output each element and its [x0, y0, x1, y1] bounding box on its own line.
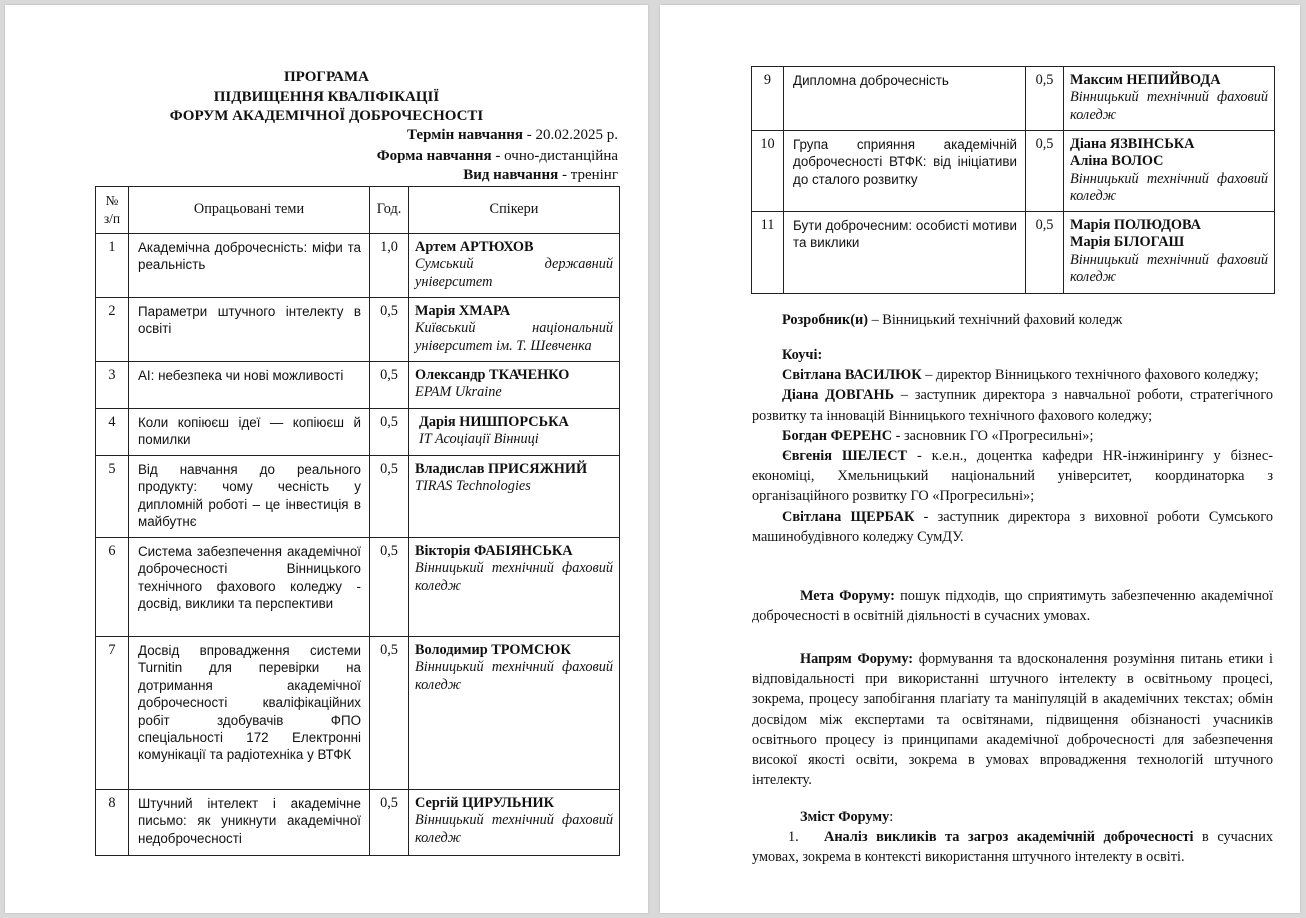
coach-desc: заступник директора з виховної роботи Сумського машинобудівного коледжу СумДУ.: [752, 508, 1273, 545]
speaker-org: Київський національний університет ім. Т. Шевченка: [415, 320, 613, 354]
row-topic: Досвід впровадження системи Turnitin для перевірки на дотримання академічної доброчесності кваліфікаційних робіт здобувачів ФПО спеціальності 172 Електронні комунікації та радіотехніка у ВТФК: [129, 637, 370, 790]
row-hours: 0,5: [370, 362, 409, 409]
row-topic: Параметри штучного інтелекту в освіті: [129, 298, 370, 362]
speaker-org: Сумський державний університет: [415, 256, 613, 290]
row-hours: 1,0: [370, 234, 409, 298]
speaker-name: Владислав ПРИСЯЖНИЙ: [415, 461, 588, 477]
coach-name: Богдан ФЕРЕНС: [782, 427, 893, 444]
row-speakers: [409, 456, 620, 538]
speaker-name: Дарія НИШПОРСЬКА: [419, 414, 569, 430]
speaker-name: Сергій ЦИРУЛЬНИК: [415, 795, 555, 811]
direction-label: Напрям Форуму:: [800, 651, 914, 667]
header-no: № з/п: [96, 187, 129, 234]
speaker-org: Вінницький технічний фаховий коледж: [1070, 251, 1268, 286]
header-topic: Опрацьовані теми: [129, 187, 370, 234]
row-speakers: [409, 538, 620, 637]
content-heading: Зміст Форуму:: [800, 809, 894, 825]
table-row: [96, 456, 620, 538]
meta-type: Вид навчання - тренінг: [463, 167, 618, 183]
row-hours: 0,5: [370, 538, 409, 637]
forum-goal: [752, 586, 1273, 626]
table-row: [752, 212, 1275, 294]
row-hours: 0,5: [370, 456, 409, 538]
coach-name: Світлана ВАСИЛЮК: [782, 367, 922, 384]
row-number: 2: [96, 298, 129, 362]
speaker-name: Діана ЯЗВІНСЬКА: [1070, 136, 1195, 152]
document-page-1: [5, 5, 648, 913]
developer-label: Розробник(и): [782, 312, 868, 328]
row-number: 3: [96, 362, 129, 409]
row-speakers: [409, 298, 620, 362]
coach-item: Євгенія ШЕЛЕСТ - к.е.н., доцентка кафедри HR-інжинірингу у бізнес-економіці, Хмельницький національний університет, координаторка з організаційного розвитку ГО «Прогресильні»;: [752, 448, 1273, 505]
speaker-org: Вінницький технічний фаховий коледж: [1070, 170, 1268, 205]
document-page-2: [660, 5, 1300, 913]
row-number: 1: [96, 234, 129, 298]
coach-desc: директор Вінницького технічного фахового коледжу;: [935, 367, 1259, 384]
speaker-name: Аліна ВОЛОС: [1070, 153, 1164, 170]
row-hours: 0,5: [1026, 67, 1064, 131]
forum-direction: [752, 649, 1273, 790]
row-number: 7: [96, 637, 129, 790]
coaches-heading: Коучі:: [782, 347, 823, 363]
header-speakers: Спікери: [409, 187, 620, 234]
coach-name: Діана ДОВГАНЬ: [782, 387, 895, 404]
table-row: [96, 538, 620, 637]
speaker-org: Вінницький технічний фаховий коледж: [415, 560, 613, 594]
row-number: 6: [96, 538, 129, 637]
speaker-org: IT Асоціації Вінниці: [419, 431, 539, 448]
table-row: [752, 67, 1275, 131]
row-speakers: [409, 637, 620, 790]
meta-form-value: очно-дистанційна: [504, 148, 618, 164]
row-topic: Штучний інтелект і академічне письмо: як уникнути академічної недоброчесності: [129, 790, 370, 856]
content-item-title: Аналіз викликів та загроз академічній доброчесності: [824, 829, 1194, 846]
coach-name: Світлана ЩЕРБАК: [782, 508, 915, 525]
program-table-part-2: [751, 66, 1275, 294]
row-number: 5: [96, 456, 129, 538]
developer-line: Розробник(и) – Вінницький технічний фаховий коледж: [782, 312, 1123, 328]
row-number: 8: [96, 790, 129, 856]
row-topic: Від навчання до реального продукту: чому чесність у дипломній роботі – це інвестиція в майбутнє: [129, 456, 370, 538]
coach-name: Євгенія ШЕЛЕСТ: [782, 448, 908, 465]
row-topic: Дипломна доброчесність: [784, 67, 1026, 131]
speaker-name: Марія БІЛОГАШ: [1070, 234, 1185, 251]
table-row: [96, 298, 620, 362]
row-hours: 0,5: [370, 298, 409, 362]
row-topic: Бути доброчесним: особисті мотиви та виклики: [784, 212, 1026, 294]
speaker-org: Вінницький технічний фаховий коледж: [1070, 89, 1268, 123]
meta-form: Форма навчання - очно-дистанційна: [376, 148, 618, 164]
row-number: 10: [752, 131, 784, 212]
meta-type-value: тренінг: [570, 167, 618, 183]
coach-desc: к.е.н., доцентка кафедри HR-інжинірингу у бізнес-економіці, Хмельницький національний університет, координаторка з організаційного розвитку ГО «Прогресильні»;: [752, 448, 1273, 505]
row-speakers: [409, 362, 620, 409]
coach-desc: засновник ГО «Прогресильні»;: [904, 427, 1094, 444]
row-speakers: [409, 790, 620, 856]
row-topic: Система забезпечення академічної доброчесності Вінницького технічного фахового коледжу - досвід, виклики та перспективи: [129, 538, 370, 637]
meta-term-value: 20.02.2025 р.: [535, 127, 618, 143]
coach-item: Світлана ЩЕРБАК - заступник директора з виховної роботи Сумського машинобудівного коледжу СумДУ.: [752, 508, 1273, 545]
row-hours: 0,5: [370, 409, 409, 456]
speaker-org: EPAM Ukraine: [415, 384, 502, 401]
speaker-name: Марія ПОЛЮДОВА: [1070, 217, 1201, 233]
content-item: [752, 827, 1273, 867]
row-speakers: [409, 409, 620, 456]
meta-term-label: Термін навчання: [406, 127, 523, 143]
meta-term: Термін навчання - 20.02.2025 р.: [406, 127, 618, 143]
table-row: [752, 131, 1275, 212]
row-hours: 0,5: [370, 637, 409, 790]
coach-desc: заступник директора з навчальної роботи, стратегічного розвитку та інновацій Вінницького технічного фахового коледжу;: [752, 387, 1274, 424]
speaker-name: Володимир ТРОМСЮК: [415, 642, 571, 658]
speaker-name: Олександр ТКАЧЕНКО: [415, 367, 570, 383]
coaches-section: [752, 345, 1273, 547]
row-number: 11: [752, 212, 784, 294]
row-speakers: [1064, 212, 1275, 294]
content-item-number: 1.: [788, 829, 799, 846]
content-item-text: в сучасних умовах, зокрема в контексті використання штучного інтелекту в освіті.: [752, 829, 1273, 866]
speaker-org: Вінницький технічний фаховий коледж: [415, 812, 613, 846]
speaker-org: TIRAS Technologies: [415, 478, 531, 495]
row-hours: 0,5: [1026, 212, 1064, 294]
direction-text: формування та вдосконалення розуміння питань етики і відповідальності при використанні штучного інтелекту в освітньому процесі, зокрема, процесу запобігання плагіату та маніпуляцій в академічних текстах; обмін досвідом між експертами та освітянами, підвищення обізнаності учасників освітнього процесу із принципами академічної доброчесності для забезпечення високої якості освіти, зокрема в умовах впровадження технологій штучного інтелекту.: [752, 651, 1273, 789]
table-header-row: [96, 187, 620, 234]
forum-content: [752, 807, 1273, 868]
coach-item: Діана ДОВГАНЬ – заступник директора з навчальної роботи, стратегічного розвитку та інновацій Вінницького технічного фахового коледжу;: [752, 387, 1274, 424]
speaker-name: Вікторія ФАБІЯНСЬКА: [415, 543, 573, 559]
coach-item: Світлана ВАСИЛЮК – директор Вінницького технічного фахового коледжу;: [782, 367, 1259, 384]
row-hours: 0,5: [370, 790, 409, 856]
header-hours: Год.: [370, 187, 409, 234]
title-line-1: ПРОГРАМА: [283, 69, 370, 85]
row-topic: Група сприяння академічній доброчесності ВТФК: від ініціативи до сталого розвитку: [784, 131, 1026, 212]
coach-item: Богдан ФЕРЕНС - засновник ГО «Прогресильні»;: [782, 427, 1094, 444]
table-row: [96, 234, 620, 298]
row-number: 4: [96, 409, 129, 456]
speaker-name: Максим НЕПИЙВОДА: [1070, 72, 1221, 88]
row-speakers: [1064, 131, 1275, 212]
row-topic: Коли копіюєш ідеї — копіюєш й помилки: [129, 409, 370, 456]
meta-form-label: Форма навчання: [376, 148, 492, 164]
table-row: [96, 362, 620, 409]
row-topic: AI: небезпека чи нові можливості: [129, 362, 370, 409]
meta-type-label: Вид навчання: [463, 167, 559, 183]
speaker-name: Артем АРТЮХОВ: [415, 239, 534, 255]
table-row: [96, 790, 620, 856]
row-speakers: [1064, 67, 1275, 131]
row-hours: 0,5: [1026, 131, 1064, 212]
developer-value: Вінницький технічний фаховий коледж: [882, 312, 1123, 328]
goal-label: Мета Форуму:: [800, 588, 895, 604]
row-number: 9: [752, 67, 784, 131]
table-row: [96, 637, 620, 790]
row-speakers: [409, 234, 620, 298]
goal-text: пошук підходів, що сприятимуть забезпеченню академічної доброчесності в освітній діяльності в сучасних умовах.: [752, 588, 1273, 625]
speaker-name: Марія ХМАРА: [415, 303, 511, 319]
table-row: [96, 409, 620, 456]
program-table-part-1: [95, 186, 620, 856]
title-line-3: ФОРУМ АКАДЕМІЧНОЇ ДОБРОЧЕСНОСТІ: [169, 108, 484, 124]
title-line-2: ПІДВИЩЕННЯ КВАЛІФІКАЦІЇ: [213, 89, 440, 105]
speaker-org: Вінницький технічний фаховий коледж: [415, 659, 613, 693]
row-topic: Академічна доброчесність: міфи та реальність: [129, 234, 370, 298]
